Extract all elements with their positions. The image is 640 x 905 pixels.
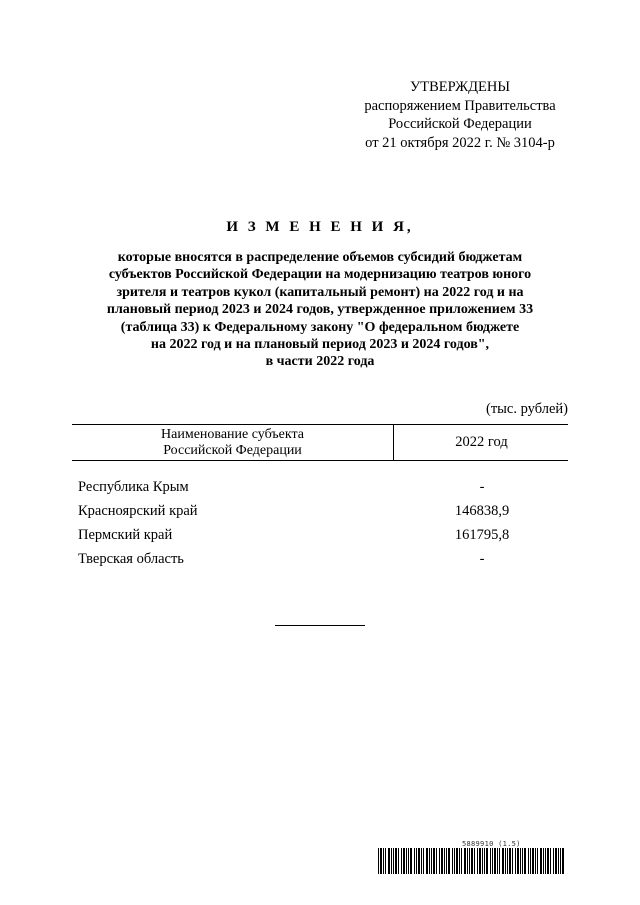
table-row [78,502,568,526]
subtitle-line: на 2022 год и на плановый период 2023 и 2024 годов", [150,337,490,353]
row-value: 146838,9 [454,503,510,519]
barcode-number: 5889910 (1.5) [462,840,521,848]
subtitle-line: зрителя и театров кукол (капитальный ремонт) на 2022 год и на [116,284,524,300]
closing-separator [275,625,365,626]
units-label: (тыс. рублей) [486,401,568,417]
subtitle-line: плановый период 2023 и 2024 годов, утвержденное приложением 33 [106,302,534,318]
row-subject: Республика Крым [78,479,189,495]
header-subject-name [72,425,394,460]
header-year: 2022 год [455,434,508,450]
subtitle-line: которые вносятся в распределение объемов субсидий бюджетам [117,250,523,265]
subtitle-line: в части 2022 года [265,354,375,370]
subtitle-line: (таблица 33) к Федеральному закону "О федеральном бюджете [120,319,520,335]
approval-line: распоряжением Правительства [364,97,556,114]
approval-line: УТВЕРЖДЕНЫ [409,79,511,95]
table-body [78,478,568,574]
table-row [78,478,568,502]
row-value: 161795,8 [454,527,510,543]
row-subject: Тверская область [78,551,184,567]
document-title: И З М Е Н Е Н И Я, [226,219,414,235]
row-value: - [479,479,485,495]
row-subject: Красноярский край [78,503,198,519]
approval-line: от 21 октября 2022 г. № 3104-р [365,134,555,151]
row-value: - [479,551,485,567]
table-header [72,424,568,461]
header-subject-line: Российской Федерации [163,443,302,458]
row-subject: Пермский край [78,527,173,543]
document-subtitle [60,249,580,371]
header-subject-line: Наименование субъекта [161,427,304,442]
approval-line: Российской Федерации [388,116,532,132]
approval-stamp [330,78,590,152]
subtitle-line: субъектов Российской Федерации на модернизацию театров юного [108,267,532,283]
table-row [78,526,568,550]
barcode [378,848,566,874]
table-row [78,550,568,574]
